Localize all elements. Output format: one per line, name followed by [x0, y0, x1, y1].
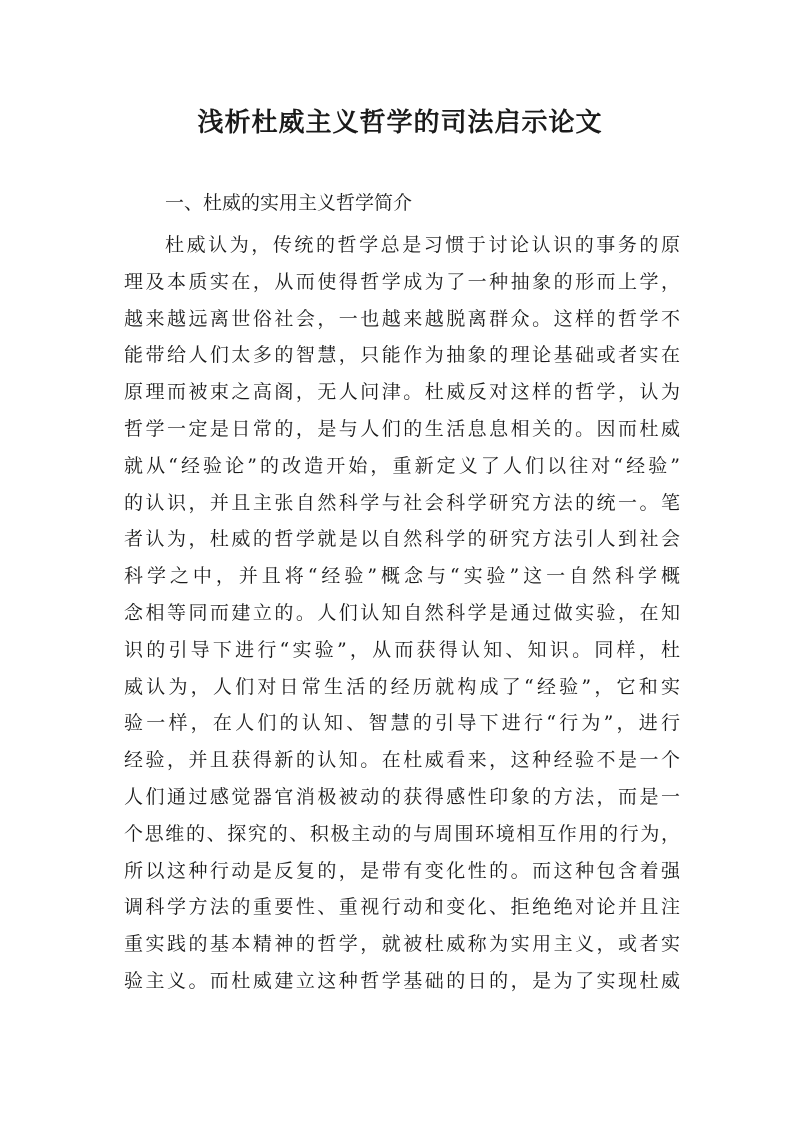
body-paragraph — [124, 227, 680, 1000]
text-line: 人们通过感觉器官消极被动的获得感性印象的方法，而是一 — [124, 785, 680, 808]
text-line: 理及本质实在，从而使得哲学成为了一种抽象的形而上学， — [124, 270, 680, 293]
text-line: 越来越远离世俗社会，一也越来越脱离群众。这样的哲学不 — [124, 307, 680, 330]
section-heading: 一、杜威的实用主义哲学简介 — [165, 192, 413, 214]
text-line: 的认识，并且主张自然科学与社会科学研究方法的统一。笔 — [124, 491, 680, 514]
text-line: 就从“经验论”的改造开始，重新定义了人们以往对“经验” — [124, 454, 680, 477]
text-line: 验主义。而杜威建立这种哲学基础的日的，是为了实现杜威 — [124, 969, 680, 992]
text-line: 经验，并且获得新的认知。在杜威看来，这种经验不是一个 — [124, 749, 680, 772]
text-line: 调科学方法的重要性、重视行动和变化、拒绝绝对论并且注 — [124, 896, 680, 919]
text-line: 识的引导下进行“实验”，从而获得认知、知识。同样，杜 — [124, 638, 680, 661]
text-line: 所以这种行动是反复的，是带有变化性的。而这种包含着强 — [124, 859, 680, 882]
text-line: 原理而被束之高阁，无人问津。杜威反对这样的哲学，认为 — [124, 381, 680, 404]
text-line: 者认为，杜威的哲学就是以自然科学的研究方法引人到社会 — [124, 528, 680, 551]
text-line: 杜威认为，传统的哲学总是习惯于讨论认识的事务的原 — [165, 234, 680, 256]
text-line: 哲学一定是日常的，是与人们的生活息息相关的。因而杜威 — [124, 417, 680, 440]
text-line: 科学之中，并且将“经验”概念与“实验”这一自然科学概 — [124, 565, 680, 588]
text-line: 念相等同而建立的。人们认知自然科学是通过做实验，在知 — [124, 601, 680, 624]
text-line: 个思维的、探究的、积极主动的与周围环境相互作用的行为， — [124, 822, 680, 845]
text-line: 验一样，在人们的认知、智慧的引导下进行“行为”，进行 — [124, 712, 680, 735]
text-line: 能带给人们太多的智慧，只能作为抽象的理论基础或者实在 — [124, 344, 680, 367]
text-line: 重实践的基本精神的哲学，就被杜威称为实用主义，或者实 — [124, 933, 680, 956]
document-title: 浅析杜威主义哲学的司法启示论文 — [197, 108, 603, 138]
text-line: 威认为，人们对日常生活的经历就构成了“经验”，它和实 — [124, 675, 680, 698]
